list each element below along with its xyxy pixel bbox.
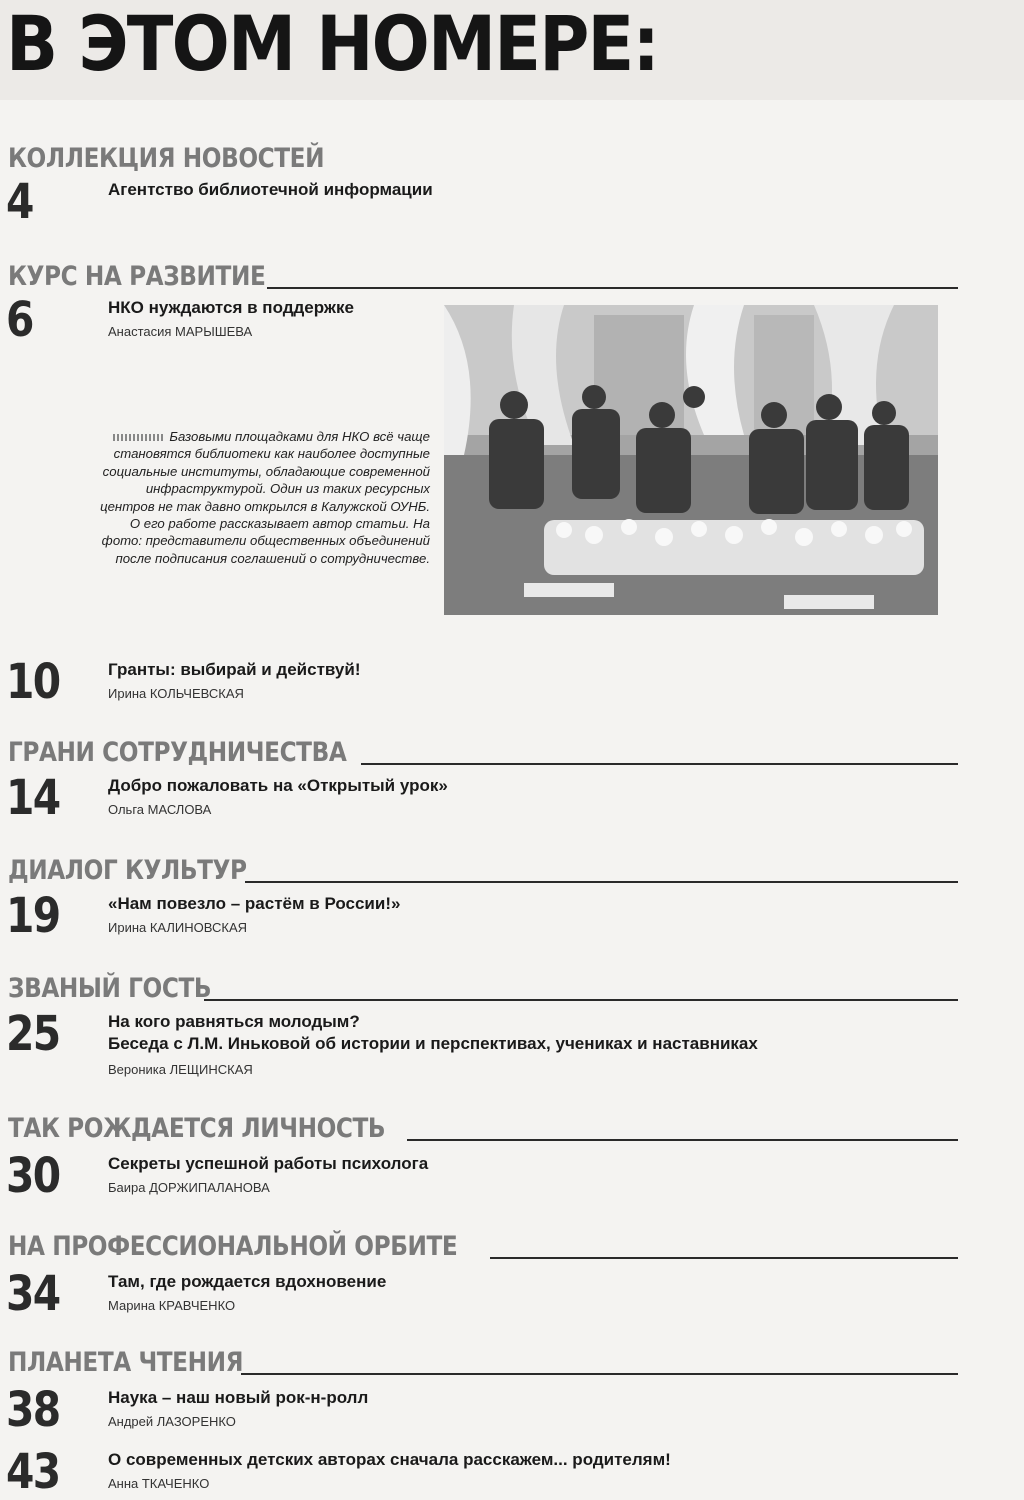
section-header-guest [8, 970, 958, 1004]
article-subtitle[interactable]: Беседа с Л.М. Иньковой об истории и перспективах, учениках и наставниках [108, 1034, 758, 1053]
section-rule [245, 881, 958, 883]
article-author: Ирина КОЛЬЧЕВСКАЯ [108, 686, 244, 701]
page-number: 14 [6, 770, 60, 826]
article-photo [444, 305, 938, 615]
article-title[interactable]: Добро пожаловать на «Открытый урок» [108, 776, 448, 795]
section-header-personality [8, 1110, 958, 1144]
toc-entry[interactable] [0, 770, 1000, 826]
toc-entry[interactable] [0, 1266, 1000, 1322]
article-author: Ирина КАЛИНОВСКАЯ [108, 920, 248, 935]
toc-entry[interactable] [0, 1382, 1000, 1438]
section-header-orbit [8, 1228, 958, 1262]
section-title: ГРАНИ СОТРУДНИЧЕСТВА [8, 737, 347, 768]
article-author: Баира ДОРЖИПАЛАНОВА [108, 1180, 270, 1195]
section-rule [267, 287, 958, 289]
section-title: КУРС НА РАЗВИТИЕ [8, 261, 266, 292]
article-title[interactable]: Наука – наш новый рок-н-ролл [108, 1388, 369, 1407]
article-author: Ольга МАСЛОВА [108, 802, 212, 817]
section-title: ЗВАНЫЙ ГОСТЬ [8, 973, 212, 1004]
page-number: 30 [6, 1148, 60, 1204]
section-rule [407, 1139, 958, 1141]
photo-caption-text: Базовыми площадками для НКО всё чаще становятся библиотеки как наиболее доступные социальные институты, обладающие современной инфраструктурой. Один из таких ресурсных центров не так давно открылся в Калужской ОУНБ. О его работе рассказывает автор статьи. На фото: представители общественных объединений после подписания соглашений о сотрудничестве. [100, 429, 430, 566]
photo-caption [96, 428, 430, 567]
article-author: Вероника ЛЕЩИНСКАЯ [108, 1062, 253, 1077]
section-rule [490, 1257, 958, 1259]
article-title[interactable]: Секреты успешной работы психолога [108, 1154, 429, 1173]
article-author: Марина КРАВЧЕНКО [108, 1298, 236, 1313]
section-header-reading [8, 1344, 958, 1378]
toc-entry[interactable] [0, 1006, 1000, 1082]
section-title: ТАК РОЖДАЕТСЯ ЛИЧНОСТЬ [8, 1113, 386, 1144]
article-title[interactable]: «Нам повезло – растём в России!» [108, 894, 401, 913]
article-author: Анастасия МАРЫШЕВА [108, 324, 253, 339]
page-number: 38 [6, 1382, 60, 1438]
article-title[interactable]: Там, где рождается вдохновение [108, 1272, 387, 1291]
photo-illustration [444, 305, 938, 615]
section-rule [241, 1373, 958, 1375]
masthead [0, 0, 1024, 100]
toc-entry[interactable] [0, 654, 1000, 710]
toc-entry[interactable] [0, 1148, 1000, 1204]
page-number: 4 [6, 174, 33, 230]
section-header-development [8, 258, 958, 292]
section-rule [361, 763, 958, 765]
article-title[interactable]: О современных детских авторах сначала расскажем... родителям! [108, 1450, 671, 1469]
page-number: 6 [6, 292, 33, 348]
section-header-cooperation [8, 734, 958, 768]
article-title[interactable]: На кого равняться молодым? [108, 1012, 360, 1031]
toc-entry[interactable] [0, 888, 1000, 944]
caption-marker [113, 434, 163, 441]
page-title: В ЭТОМ НОМЕРЕ: [6, 0, 659, 88]
toc-entry[interactable] [0, 174, 1000, 230]
article-title[interactable]: Агентство библиотечной информации [108, 180, 433, 199]
section-title: НА ПРОФЕССИОНАЛЬНОЙ ОРБИТЕ [8, 1231, 458, 1262]
section-title: ДИАЛОГ КУЛЬТУР [8, 855, 247, 886]
article-author: Андрей ЛАЗОРЕНКО [108, 1414, 236, 1429]
section-rule [204, 999, 958, 1001]
article-title[interactable]: НКО нуждаются в поддержке [108, 298, 354, 317]
section-title: ПЛАНЕТА ЧТЕНИЯ [8, 1347, 244, 1378]
page-number: 10 [6, 654, 60, 710]
section-header-news [8, 140, 958, 174]
article-author: Анна ТКАЧЕНКО [108, 1476, 210, 1491]
page-number: 19 [6, 888, 60, 944]
article-title[interactable]: Гранты: выбирай и действуй! [108, 660, 361, 679]
page-number: 43 [6, 1444, 60, 1500]
section-title: КОЛЛЕКЦИЯ НОВОСТЕЙ [8, 143, 325, 174]
page-number: 34 [6, 1266, 60, 1322]
toc-entry[interactable] [0, 1444, 1000, 1500]
section-header-cultures [8, 852, 958, 886]
page-number: 25 [6, 1006, 60, 1062]
